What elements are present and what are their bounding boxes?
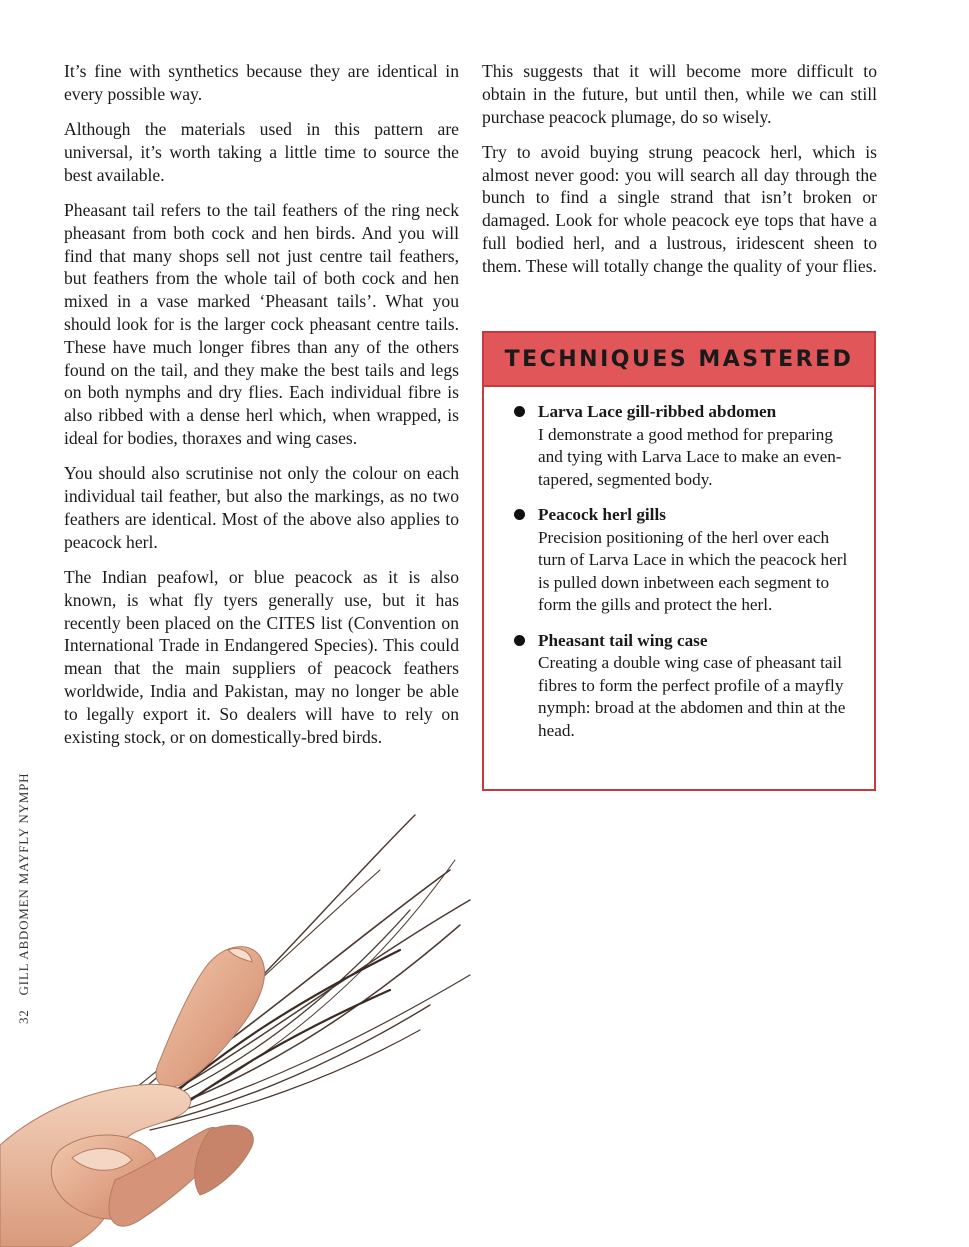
paragraph: The Indian peafowl, or blue peacock as it is also known, is what fly tyers generally use, but it has recently been placed on the CITES list (Convention on International Trade in Endangered Species). This could mean that the main suppliers of peacock feathers worldwide, India and Pakistan, may no longer be able to legally export it. So dealers will have to rely on existing stock, or on domestically-bred birds. — [64, 566, 459, 747]
technique-title: Pheasant tail wing case — [538, 630, 708, 650]
techniques-title: TECHNIQUES MASTERED — [504, 346, 854, 372]
technique-description: I demonstrate a good method for preparing and tying with Larva Lace to make an even-tapered, segmented body. — [538, 424, 842, 489]
list-item — [484, 401, 874, 491]
paragraph: This suggests that it will become more difficult to obtain in the future, but until then, while we can still purchase peacock plumage, do so wisely. — [482, 61, 877, 127]
techniques-mastered-box — [482, 331, 876, 791]
techniques-list — [484, 387, 874, 742]
left-column — [64, 60, 459, 761]
technique-title: Larva Lace gill-ribbed abdomen — [538, 402, 777, 421]
bullet-icon — [514, 406, 525, 417]
bullet-icon — [514, 509, 525, 520]
page-number: 32 — [16, 1009, 31, 1024]
paragraph: You should also scrutinise not only the colour on each individual tail feather, but also the markings, as no two feathers are identical. Most of the above also applies to peacock herl. — [64, 463, 459, 552]
list-item — [484, 630, 874, 743]
hand — [0, 947, 265, 1247]
technique-title: Peacock herl gills — [538, 505, 666, 524]
paragraph: Although the materials used in this pattern are universal, it’s worth taking a little time to source the best available. — [64, 119, 459, 185]
technique-description: Precision positioning of the herl over each turn of Larva Lace in which the peacock herl is pulled down inbetween each segment to form the gills and protect the herl. — [538, 527, 848, 614]
list-item — [484, 504, 874, 617]
section-title: GILL ABDOMEN MAYFLY NYMPH — [16, 772, 31, 996]
techniques-header — [484, 333, 874, 387]
hand-holding-feather-fibres-photo — [0, 800, 560, 1247]
paragraph: It’s fine with synthetics because they are identical in every possible way. — [64, 61, 459, 104]
paragraph: Try to avoid buying strung peacock herl, which is almost never good: you will search all day through the bunch to find a single strand that isn’t broken or damaged. Look for whole peacock eye tops that have a full bodied herl, and a lustrous, iridescent sheen to them. These will totally change the quality of your flies. — [482, 141, 877, 276]
technique-description: Creating a double wing case of pheasant tail fibres to form the perfect profile of a mayfly nymph: broad at the abdomen and thin at the head. — [538, 653, 846, 740]
paragraph: Pheasant tail refers to the tail feathers of the ring neck pheasant from both cock and hen birds. And you will find that many shops sell not just centre tail feathers, but feathers from the whole tail of both cock and hen mixed in a vase marked ‘Pheasant tails’. What you should look for is the larger cock pheasant centre tails. These have much longer fibres than any of the others found on the tail, and they make the best tails and legs on both nymphs and dry flies. Each individual fibre is also ribbed with a dense herl which, when wrapped, is ideal for bodies, thoraxes and wing cases. — [64, 199, 459, 448]
right-column — [482, 60, 877, 290]
bullet-icon — [514, 635, 525, 646]
